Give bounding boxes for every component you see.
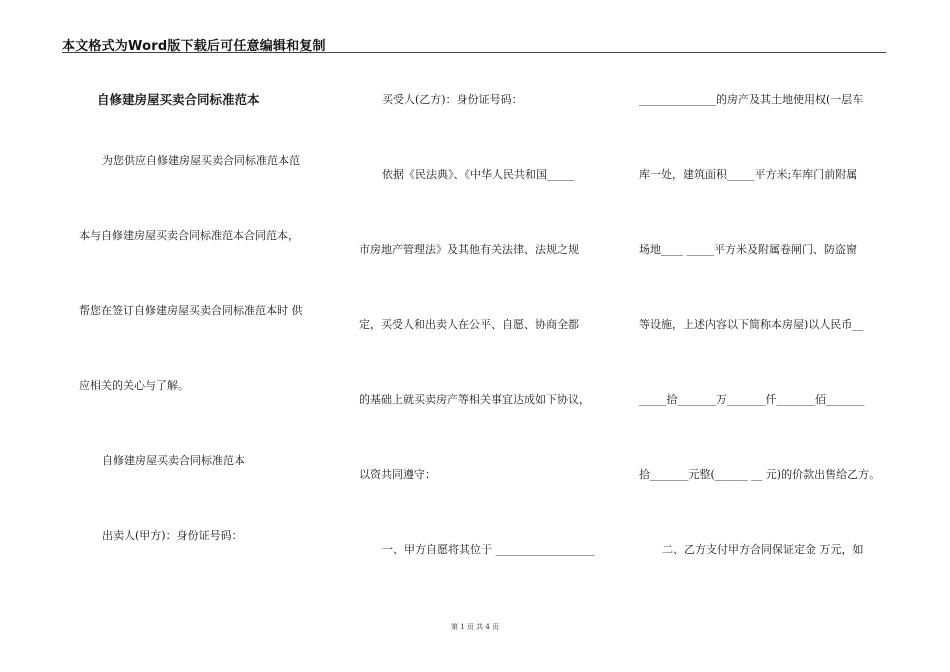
paragraph-line: 以资共同遵守：: [359, 468, 436, 481]
paragraph-line: 拾_______元整(______ __ 元)的价款出售给乙方。: [639, 468, 881, 481]
paragraph-line: 库一处，建筑面积_____平方米;车库门前附属: [639, 168, 858, 181]
paragraph-line: 应相关的关心与了解。: [79, 379, 189, 392]
paragraph-line: 本与自修建房屋买卖合同标准范本合同范本，: [79, 229, 299, 242]
section-heading: 自修建房屋买卖合同标准范本: [102, 454, 245, 467]
paragraph-line: 的基础上就买卖房产等相关事宜达成如下协议，: [359, 393, 590, 406]
page-number: 第 1 页 共 4 页: [450, 623, 500, 631]
paragraph-line: 为您供应自修建房屋买卖合同标准范本范: [102, 154, 300, 167]
paragraph-line: 场地____ _____平方米及附属卷闸门、防盗窗: [639, 243, 857, 256]
header-rule: [62, 52, 886, 53]
paragraph-line: _____拾_______万_______仟_______佰_______: [639, 393, 865, 406]
paragraph-line: 定，买受人和出卖人在公平、自愿、协商全都: [359, 318, 579, 331]
paragraph-line: ______________的房产及其土地使用权(一层车: [639, 93, 864, 106]
seller-line: 出卖人(甲方)：身份证号码：: [102, 529, 243, 542]
document-banner: 本文格式为Word版下载后可任意编辑和复制: [62, 39, 326, 54]
clause-one-line: 一、甲方自愿将其位于 __________________: [382, 543, 595, 556]
buyer-line: 买受人(乙方)：身份证号码：: [382, 93, 523, 106]
paragraph-line: 帮您在签订自修建房屋买卖合同标准范本时 供: [79, 304, 303, 317]
clause-two-line: 二、乙方支付甲方合同保证定金 万元，如: [662, 543, 864, 556]
paragraph-line: 依据《民法典》、《中华人民共和国_____: [382, 168, 575, 181]
paragraph-line: 市房地产管理法》及其他有关法律、法规之规: [359, 243, 579, 256]
paragraph-line: 等设施，上述内容以下简称本房屋)以人民币__: [639, 318, 864, 331]
document-title: 自修建房屋买卖合同标准范本: [97, 92, 260, 107]
